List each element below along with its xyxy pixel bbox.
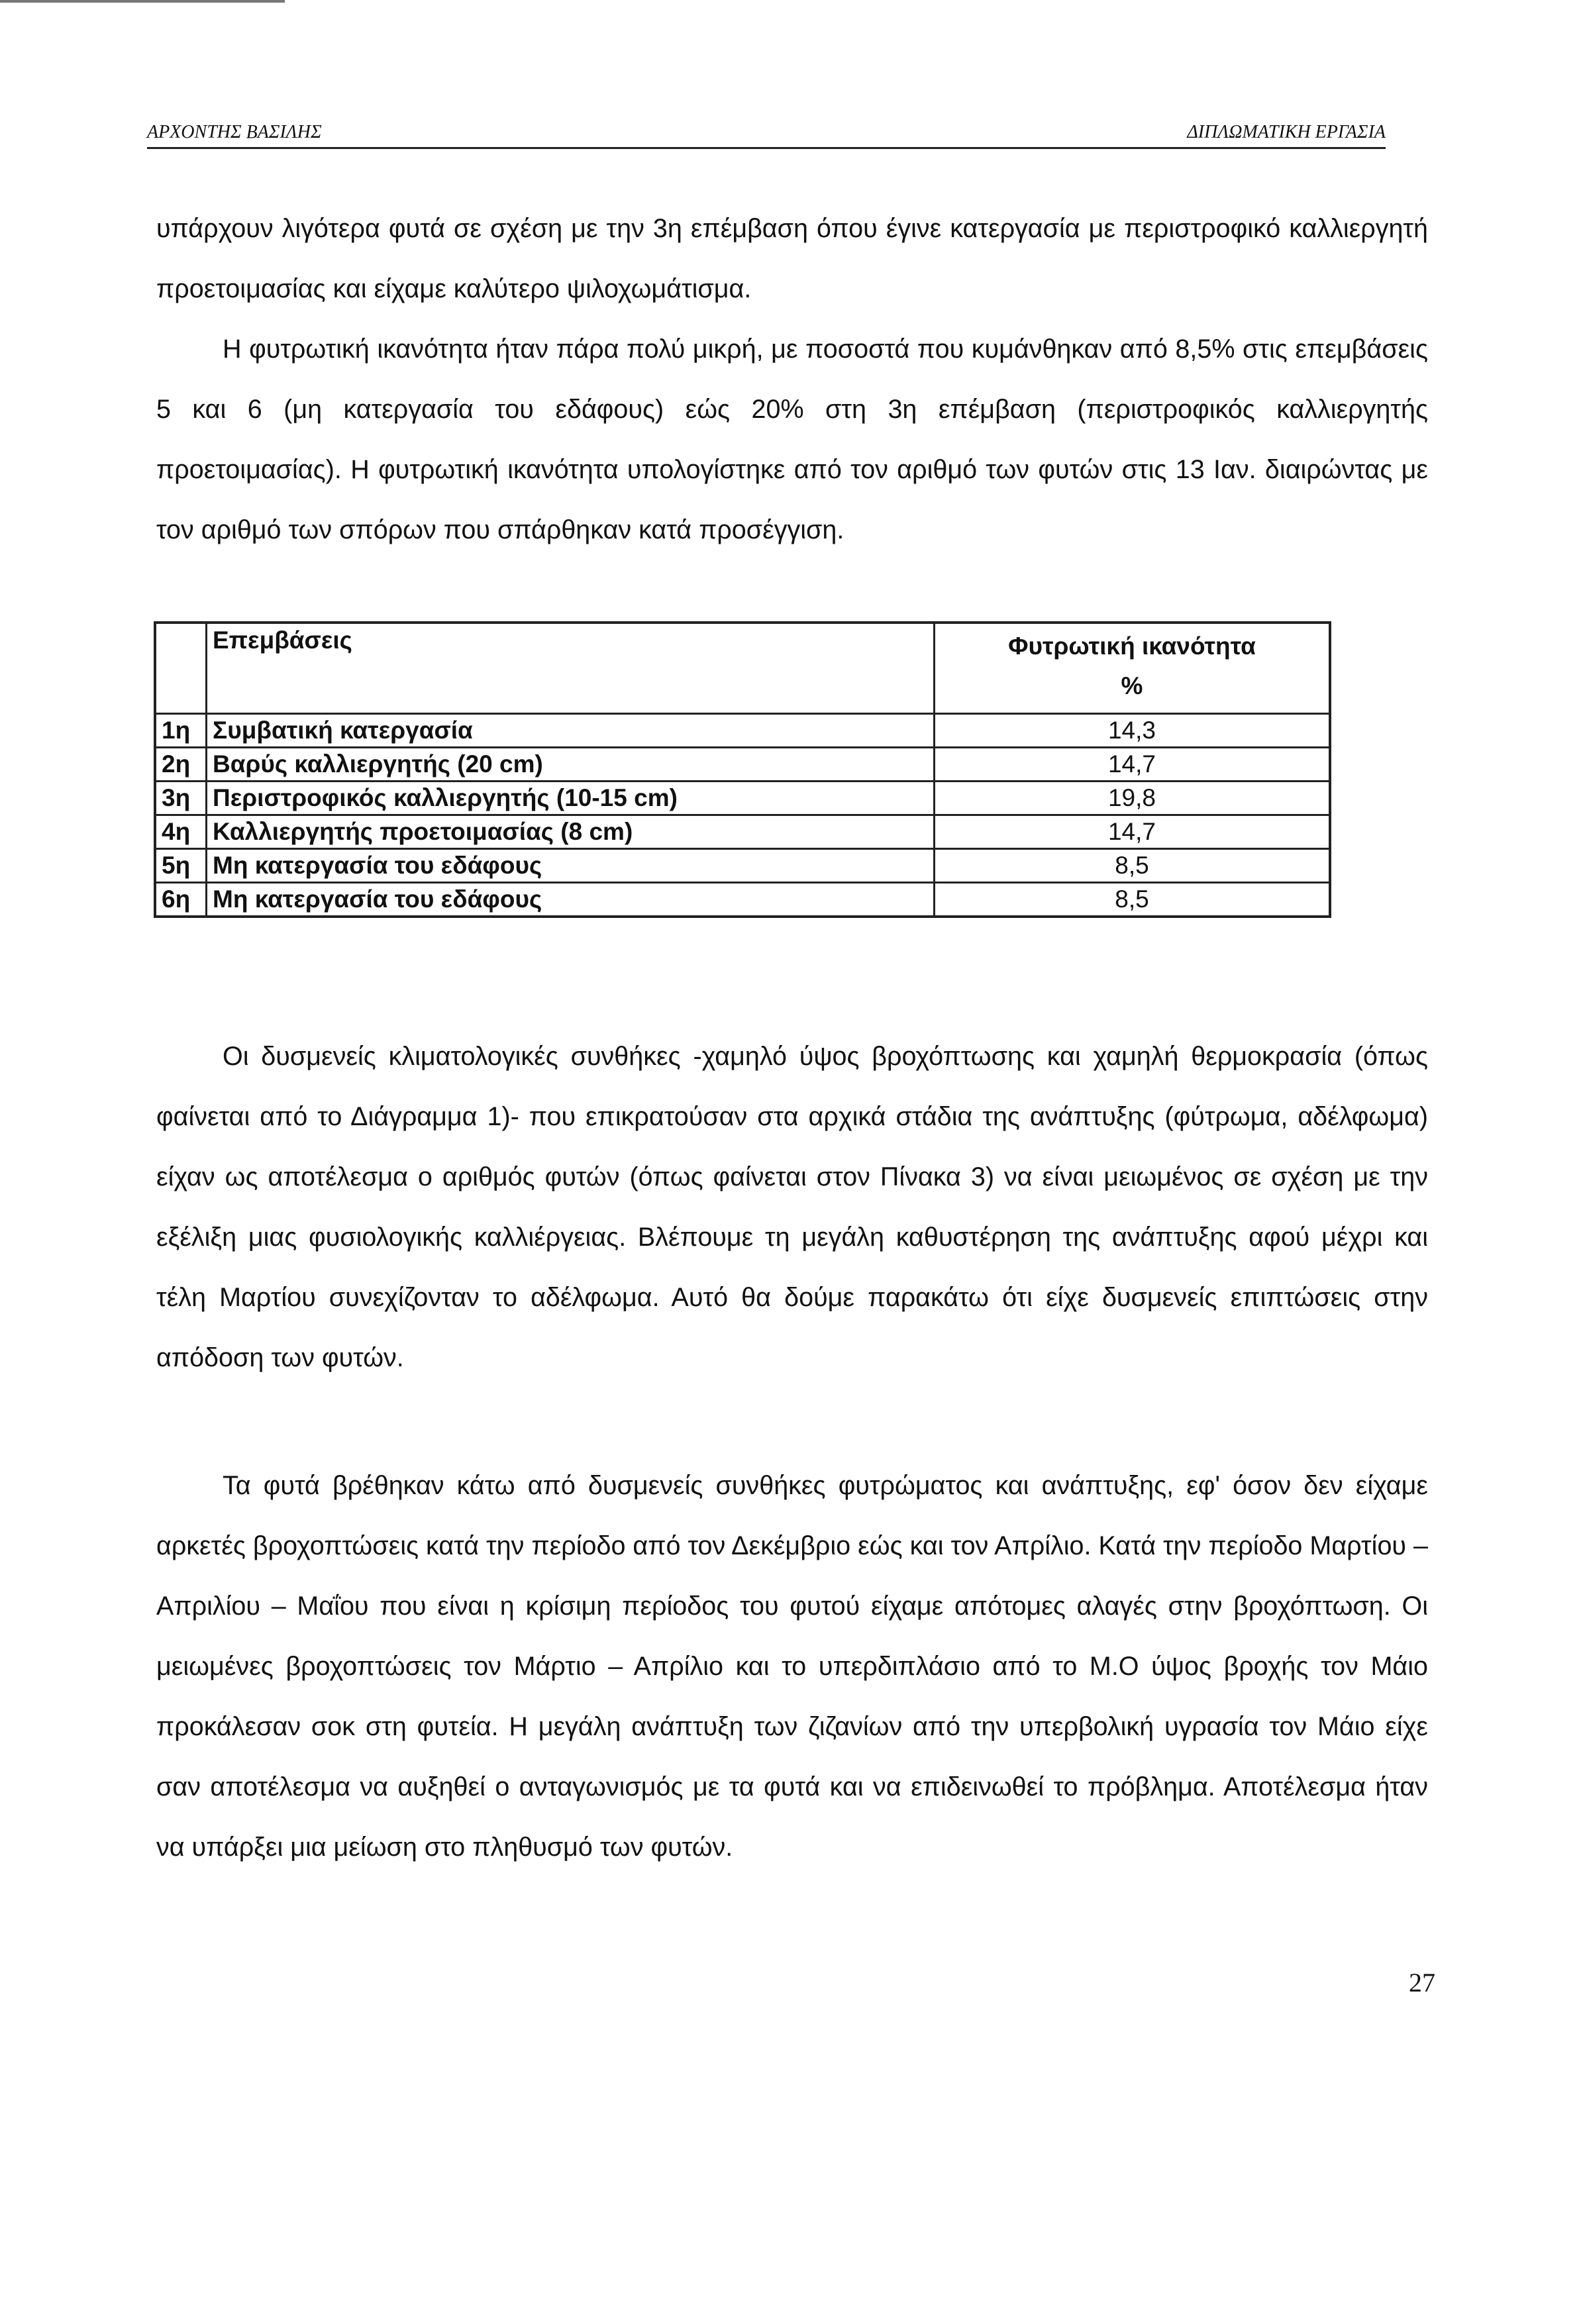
paragraph-4: Τα φυτά βρέθηκαν κάτω από δυσμενείς συνθήκες φυτρώματος και ανάπτυξης, εφ' όσον δεν είχαμε αρκετές βροχοπτώσεις κατά την περίοδο από τον Δεκέμβριο εώς και τον Απρίλιο. Κατά την περίοδο Μαρτίου – Απριλίου – Μαΐου που είναι η κρίσιμη περίοδος του φυτού είχαμε απότομες αλαγές στην βροχόπτωση. Οι μειωμένες βροχοπτώσεις τον Μάρτιο – Απρίλιο και το υπερδιπλάσιο από το Μ.Ο ύψος βροχής τον Μάιο προκάλεσαν σοκ στη φυτεία. Η μεγάλη ανάπτυξη των ζιζανίων από την υπερβολική υγρασία τον Μάιο είχε σαν αποτέλεσμα να αυξηθεί ο ανταγωνισμός με τα φυτά και να επιδεινωθεί το πρόβλημα. Αποτέλεσμα ήταν να υπάρξει μια μείωση στο πληθυσμό των φυτών. <box>156 1471 1428 1862</box>
header-treatment: Επεμβάσεις <box>207 623 935 714</box>
row-index: 5η <box>155 849 207 883</box>
table-header-row <box>155 623 1330 714</box>
row-treatment: Μη κατεργασία του εδάφους <box>207 849 935 883</box>
header-author: ΑΡΧΟΝΤΗΣ ΒΑΣΙΛΗΣ <box>147 122 322 142</box>
scan-edge-line <box>0 0 285 3</box>
header-title: ΔΙΠΛΩΜΑΤΙΚΗ ΕΡΓΑΣΙΑ <box>1187 122 1386 142</box>
table-row <box>155 782 1330 815</box>
row-treatment: Συμβατική κατεργασία <box>207 714 935 748</box>
table-row <box>155 849 1330 883</box>
header-germination-label: Φυτρωτική ικανότητα <box>1008 632 1256 660</box>
page-number: 27 <box>1409 1968 1435 1997</box>
header-index-cell <box>155 623 207 714</box>
row-treatment: Καλλιεργητής προετοιμασίας (8 cm) <box>207 815 935 849</box>
row-germination-value: 14,3 <box>935 714 1331 748</box>
row-index: 4η <box>155 815 207 849</box>
table-row <box>155 883 1330 917</box>
row-treatment: Περιστροφικός καλλιεργητής (10-15 cm) <box>207 782 935 815</box>
row-index: 1η <box>155 714 207 748</box>
row-treatment: Βαρύς καλλιεργητής (20 cm) <box>207 748 935 782</box>
table-row <box>155 714 1330 748</box>
table-row <box>155 815 1330 849</box>
germination-table <box>154 621 1331 918</box>
row-treatment: Μη κατεργασία του εδάφους <box>207 883 935 917</box>
row-index: 3η <box>155 782 207 815</box>
row-germination-value: 14,7 <box>935 815 1331 849</box>
row-index: 2η <box>155 748 207 782</box>
row-index: 6η <box>155 883 207 917</box>
paragraph-3: Οι δυσμενείς κλιματολογικές συνθήκες -χαμηλό ύψος βροχόπτωσης και χαμηλή θερμοκρασία (όπως φαίνεται από το Διάγραμμα 1)- που επικρατούσαν στα αρχικά στάδια της ανάπτυξης (φύτρωμα, αδέλφωμα) είχαν ως αποτέλεσμα ο αριθμός φυτών (όπως φαίνεται στον Πίνακα 3) να είναι μειωμένος σε σχέση με την εξέλιξη μιας φυσιολογικής καλλιέργειας. Βλέπουμε τη μεγάλη καθυστέρηση της ανάπτυξης αφού μέχρι και τέλη Μαρτίου συνεχίζονταν το αδέλφωμα. Αυτό θα δούμε παρακάτω ότι είχε δυσμενείς επιπτώσεις στην απόδοση των φυτών. <box>156 1042 1428 1372</box>
row-germination-value: 19,8 <box>935 782 1331 815</box>
table-row <box>155 748 1330 782</box>
row-germination-value: 14,7 <box>935 748 1331 782</box>
header-germination <box>935 623 1331 714</box>
page-header <box>147 117 1386 149</box>
row-germination-value: 8,5 <box>935 883 1331 917</box>
row-germination-value: 8,5 <box>935 849 1331 883</box>
header-germination-unit: % <box>1121 672 1143 699</box>
paragraph-2: Η φυτρωτική ικανότητα ήταν πάρα πολύ μικρή, με ποσοστά που κυμάνθηκαν από 8,5% στις επεμβάσεις 5 και 6 (μη κατεργασία του εδάφους) εώς 20% στη 3η επέμβαση (περιστροφικός καλλιεργητής προετοιμασίας). Η φυτρωτική ικανότητα υπολογίστηκε από τον αριθμό των φυτών στις 13 Ιαν. διαιρώντας με τον αριθμό των σπόρων που σπάρθηκαν κατά προσέγγιση. <box>156 334 1428 544</box>
paragraph-1: υπάρχουν λιγότερα φυτά σε σχέση με την 3η επέμβαση όπου έγινε κατεργασία με περιστροφικό καλλιεργητή προετοιμασίας και είχαμε καλύτερο ψιλοχωμάτισμα. <box>156 214 1428 303</box>
